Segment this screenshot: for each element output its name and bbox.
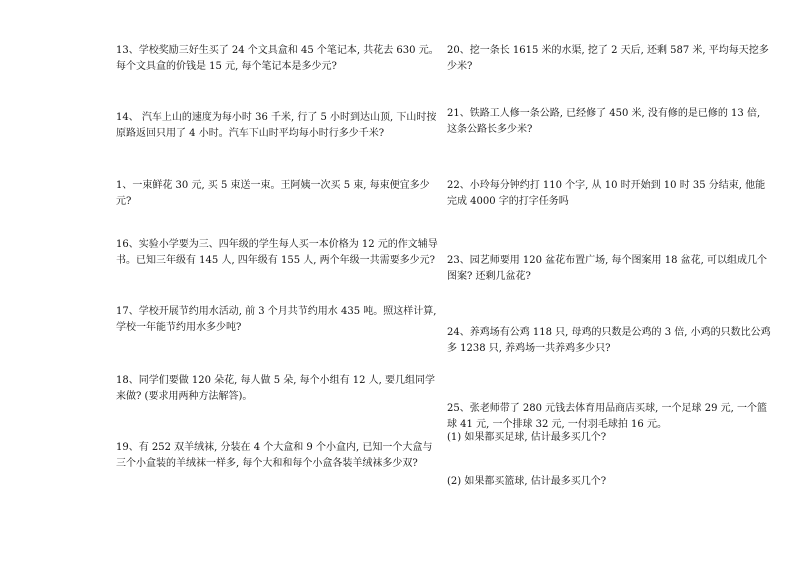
question-21: 21、铁路工人修一条公路, 已经修了 450 米, 没有修的是已修的 13 倍, 这条公路长多少米? [447, 108, 761, 135]
question-22: 22、小玲每分钟约打 110 个字, 从 10 时开始到 10 时 35 分结束, 他能完成 4000 字的打字任务吗 [447, 180, 766, 207]
question-25-part-2: (2) 如果都买篮球, 估计最多买几个? [447, 476, 607, 487]
question-1: 1、一束鲜花 30 元, 买 5 束送一束。王阿姨一次买 5 束, 每束便宜多少元? [116, 180, 430, 207]
question-18: 18、同学们要做 120 朵花, 每人做 5 朵, 每个小组有 12 人, 要几组同学来做? (要求用两种方法解答)。 [116, 375, 436, 402]
question-14: 14、 汽车上山的速度为每小时 36 千米, 行了 5 小时到达山顶, 下山时按原路返回只用了 4 小时。汽车下山时平均每小时行多少千米? [116, 112, 437, 139]
question-16: 16、实验小学要为三、四年级的学生每人买一本价格为 12 元的作文辅导书。已知三年级有 145 人, 四年级有 155 人, 两个年级一共需要多少元? [116, 239, 438, 266]
question-24: 24、养鸡场有公鸡 118 只, 母鸡的只数是公鸡的 3 倍, 小鸡的只数比公鸡多 1238 只, 养鸡场一共养鸡多少只? [447, 327, 771, 354]
question-25-part-1: (1) 如果都买足球, 估计最多买几个? [447, 432, 607, 443]
question-17: 17、学校开展节约用水活动, 前 3 个月共节约用水 435 吨。照这样计算, 学校一年能节约用水多少吨? [116, 306, 437, 333]
question-20: 20、挖一条长 1615 米的水渠, 挖了 2 天后, 还剩 587 米, 平均每天挖多少米? [447, 45, 769, 72]
question-13: 13、学校奖励三好生买了 24 个文具盒和 45 个笔记本, 共花去 630 元。每个文具盒的价钱是 15 元, 每个笔记本是多少元? [116, 45, 439, 72]
question-19: 19、有 252 双羊绒袜, 分装在 4 个大盒和 9 个小盒内, 已知一个大盒与三个小盒装的羊绒袜一样多, 每个大和和每个小盒各装羊绒袜多少双? [116, 442, 433, 469]
question-25: 25、张老师带了 280 元钱去体育用品商店买球, 一个足球 29 元, 一个篮球 41 元, 一个排球 32 元, 一付羽毛球拍 16 元。 [447, 403, 767, 430]
question-23: 23、园艺师要用 120 盆花布置广场, 每个图案用 18 盆花, 可以组成几个图案? 还剩几盆花? [447, 255, 767, 282]
